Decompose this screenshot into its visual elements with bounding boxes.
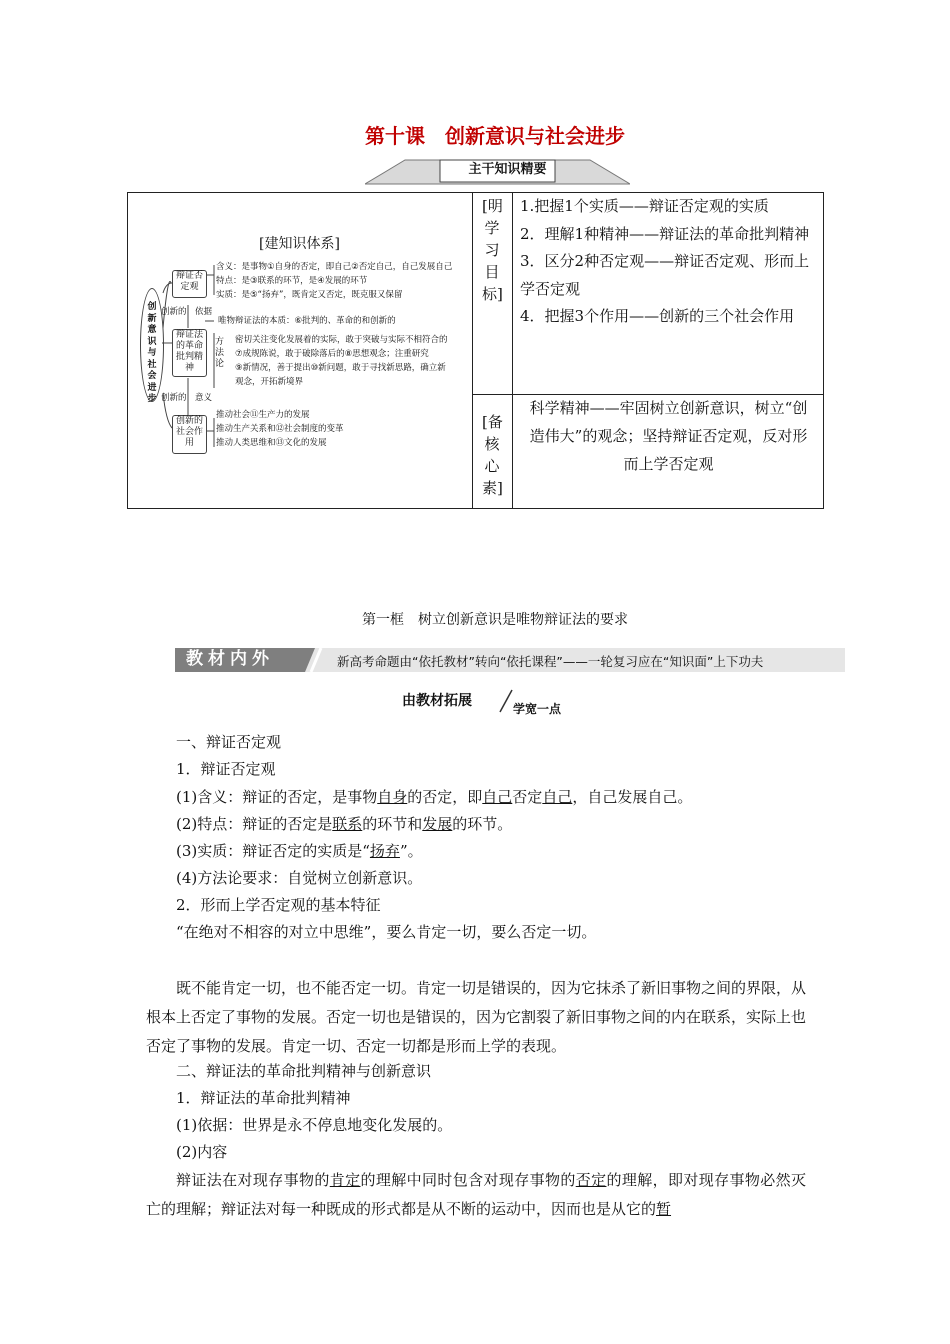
textbook-banner-text: 新高考命题由“依托教材”转向“依托课程”——一轮复习应在“知识面”上下功夫 (337, 654, 764, 669)
text: 的理解，即对现存事物必然灭亡的理解；辩证法对每一种既成的形式都是从不断的运动中，因而也是从它的 (146, 1171, 806, 1218)
map-method-line: 密切关注变化发展着的实际，敢于突破与实际不相符合的 (235, 335, 448, 345)
section-banner-label: 主干知识精要 (468, 162, 547, 177)
goal-item: 1.把握1个实质——辩证否定观的实质 (520, 197, 769, 215)
slash-divider (498, 688, 514, 714)
text: (1)含义：辩证的否定，是事物 (176, 788, 378, 806)
goal-item: 2．理解1种精神——辩证法的革命批判精神 (520, 224, 810, 243)
underlined-term: 肯定 (329, 1171, 361, 1189)
map-node1-line: 特点：是③联系的环节，是④发展的环节 (216, 276, 368, 286)
map-root: 创新意识与社会进步 (147, 302, 157, 404)
extension-subheading: 学宽一点 (513, 702, 562, 716)
text: 的理解中同时包含对现存事物的 (360, 1171, 576, 1189)
goal-item: 4．把握3个作用——创新的三个社会作用 (520, 307, 795, 325)
text: 辩证法在对现存事物的 (176, 1171, 330, 1189)
map-node-dialectical-negation: 辩证否定观 (172, 270, 207, 298)
map-node3-line: 推动生产关系和⑫社会制度的变革 (216, 424, 344, 434)
body-line-content: (2)内容 (176, 1143, 228, 1161)
map-node1-line: 实质：是⑤“扬弃”，既肯定又否定，既克服又保留 (216, 290, 403, 300)
text: (2)特点：辩证的否定是 (176, 815, 333, 833)
underlined-term: 自身 (377, 788, 408, 806)
text: ，自己发展自己。 (572, 788, 693, 806)
paragraph-explanation: 既不能肯定一切，也不能否定一切。肯定一切是错误的，因为它抹杀了新旧事物之间的界限，从根本上否定了事物的发展。否定一切也是错误的，因为它割裂了新旧事物之间的内在联系，实际上也否定了事物的发展。肯定一切、否定一切都是形而上学的表现。 (146, 979, 807, 1055)
underlined-term: 否定 (575, 1171, 607, 1189)
map-heading: [建知识体系] (259, 236, 340, 252)
map-node-social-role: 创新的社会作用 (172, 415, 207, 454)
paragraph-critical-spirit (146, 1166, 806, 1224)
heading-2: 二、辩证法的革命批判精神与创新意识 (176, 1062, 432, 1080)
text: 的环节。 (452, 815, 513, 833)
map-method-line: ⑦成规陈说，敢于破除落后的⑧思想观念；注重研究 (235, 349, 429, 359)
map-method-label: 方法论 (215, 337, 225, 369)
map-node3-line: 推动人类思维和⑬文化的发展 (216, 438, 327, 448)
map-method-line: ⑨新情况，善于提出⑩新问题，敢于寻找新思路，确立新 (235, 363, 446, 373)
map-method-line: 观念，开拓新境界 (235, 377, 304, 387)
goals-list (520, 193, 818, 331)
heading-1: 一、辩证否定观 (176, 733, 282, 751)
text: ”。 (399, 842, 423, 860)
map-node2-line: 唯物辩证法的本质：⑥批判的、革命的和创新的 (218, 316, 396, 326)
body-line-feature (176, 813, 512, 834)
extension-heading: 由教材拓展 (402, 693, 472, 709)
lesson-subtitle: 第一框 树立创新意识是唯物辩证法的要求 (362, 612, 628, 628)
text: 的否定，即 (407, 788, 483, 806)
heading-2-1: 1．辩证法的革命批判精神 (176, 1089, 351, 1107)
goals-label: [明学习目标] (482, 197, 503, 303)
body-line-meaning (176, 786, 692, 807)
heading-1-2: 2．形而上学否定观的基本特征 (176, 896, 381, 914)
map-link-meaning: 创新的 意义 (161, 393, 213, 403)
underlined-term: 暂 (656, 1200, 672, 1218)
underlined-term: 自己 (542, 788, 573, 806)
underlined-term: 扬弃 (369, 842, 400, 860)
underlined-term: 发展 (422, 815, 453, 833)
goal-item: 3．区分2种否定观——辩证否定观、形而上学否定观 (520, 252, 810, 298)
text: (3)实质：辩证否定的实质是“ (176, 842, 370, 860)
heading-1-1: 1．辩证否定观 (176, 760, 276, 778)
map-link-basis: 创新的 依据 (161, 307, 213, 317)
core-text: 科学精神——牢固树立创新意识，树立“创造伟大”的观念；坚持辩证否定观，反对形而上学否定观 (529, 399, 808, 473)
text: 的环节和 (362, 815, 423, 833)
core-label: [备核心素] (482, 413, 503, 497)
body-line-method: (4)方法论要求：自觉树立创新意识。 (176, 869, 423, 887)
textbook-banner-label: 教材内外 (186, 649, 274, 669)
page-title: 第十课 创新意识与社会进步 (365, 124, 625, 148)
underlined-term: 联系 (332, 815, 363, 833)
summary-table (127, 192, 824, 509)
map-node-critical-spirit: 辩证法的革命批判精神 (172, 329, 207, 377)
map-node3-line: 推动社会⑪生产力的发展 (216, 410, 310, 420)
underlined-term: 自己 (482, 788, 513, 806)
body-line-basis: (1)依据：世界是永不停息地变化发展的。 (176, 1116, 453, 1134)
map-node1-line: 含义：是事物①自身的否定，即自己②否定自己，自己发展自己 (216, 262, 453, 272)
body-line-essence (176, 840, 423, 861)
body-line-metaphysics: “在绝对不相容的对立中思维”，要么肯定一切，要么否定一切。 (176, 923, 597, 941)
text: 否定 (512, 788, 543, 806)
